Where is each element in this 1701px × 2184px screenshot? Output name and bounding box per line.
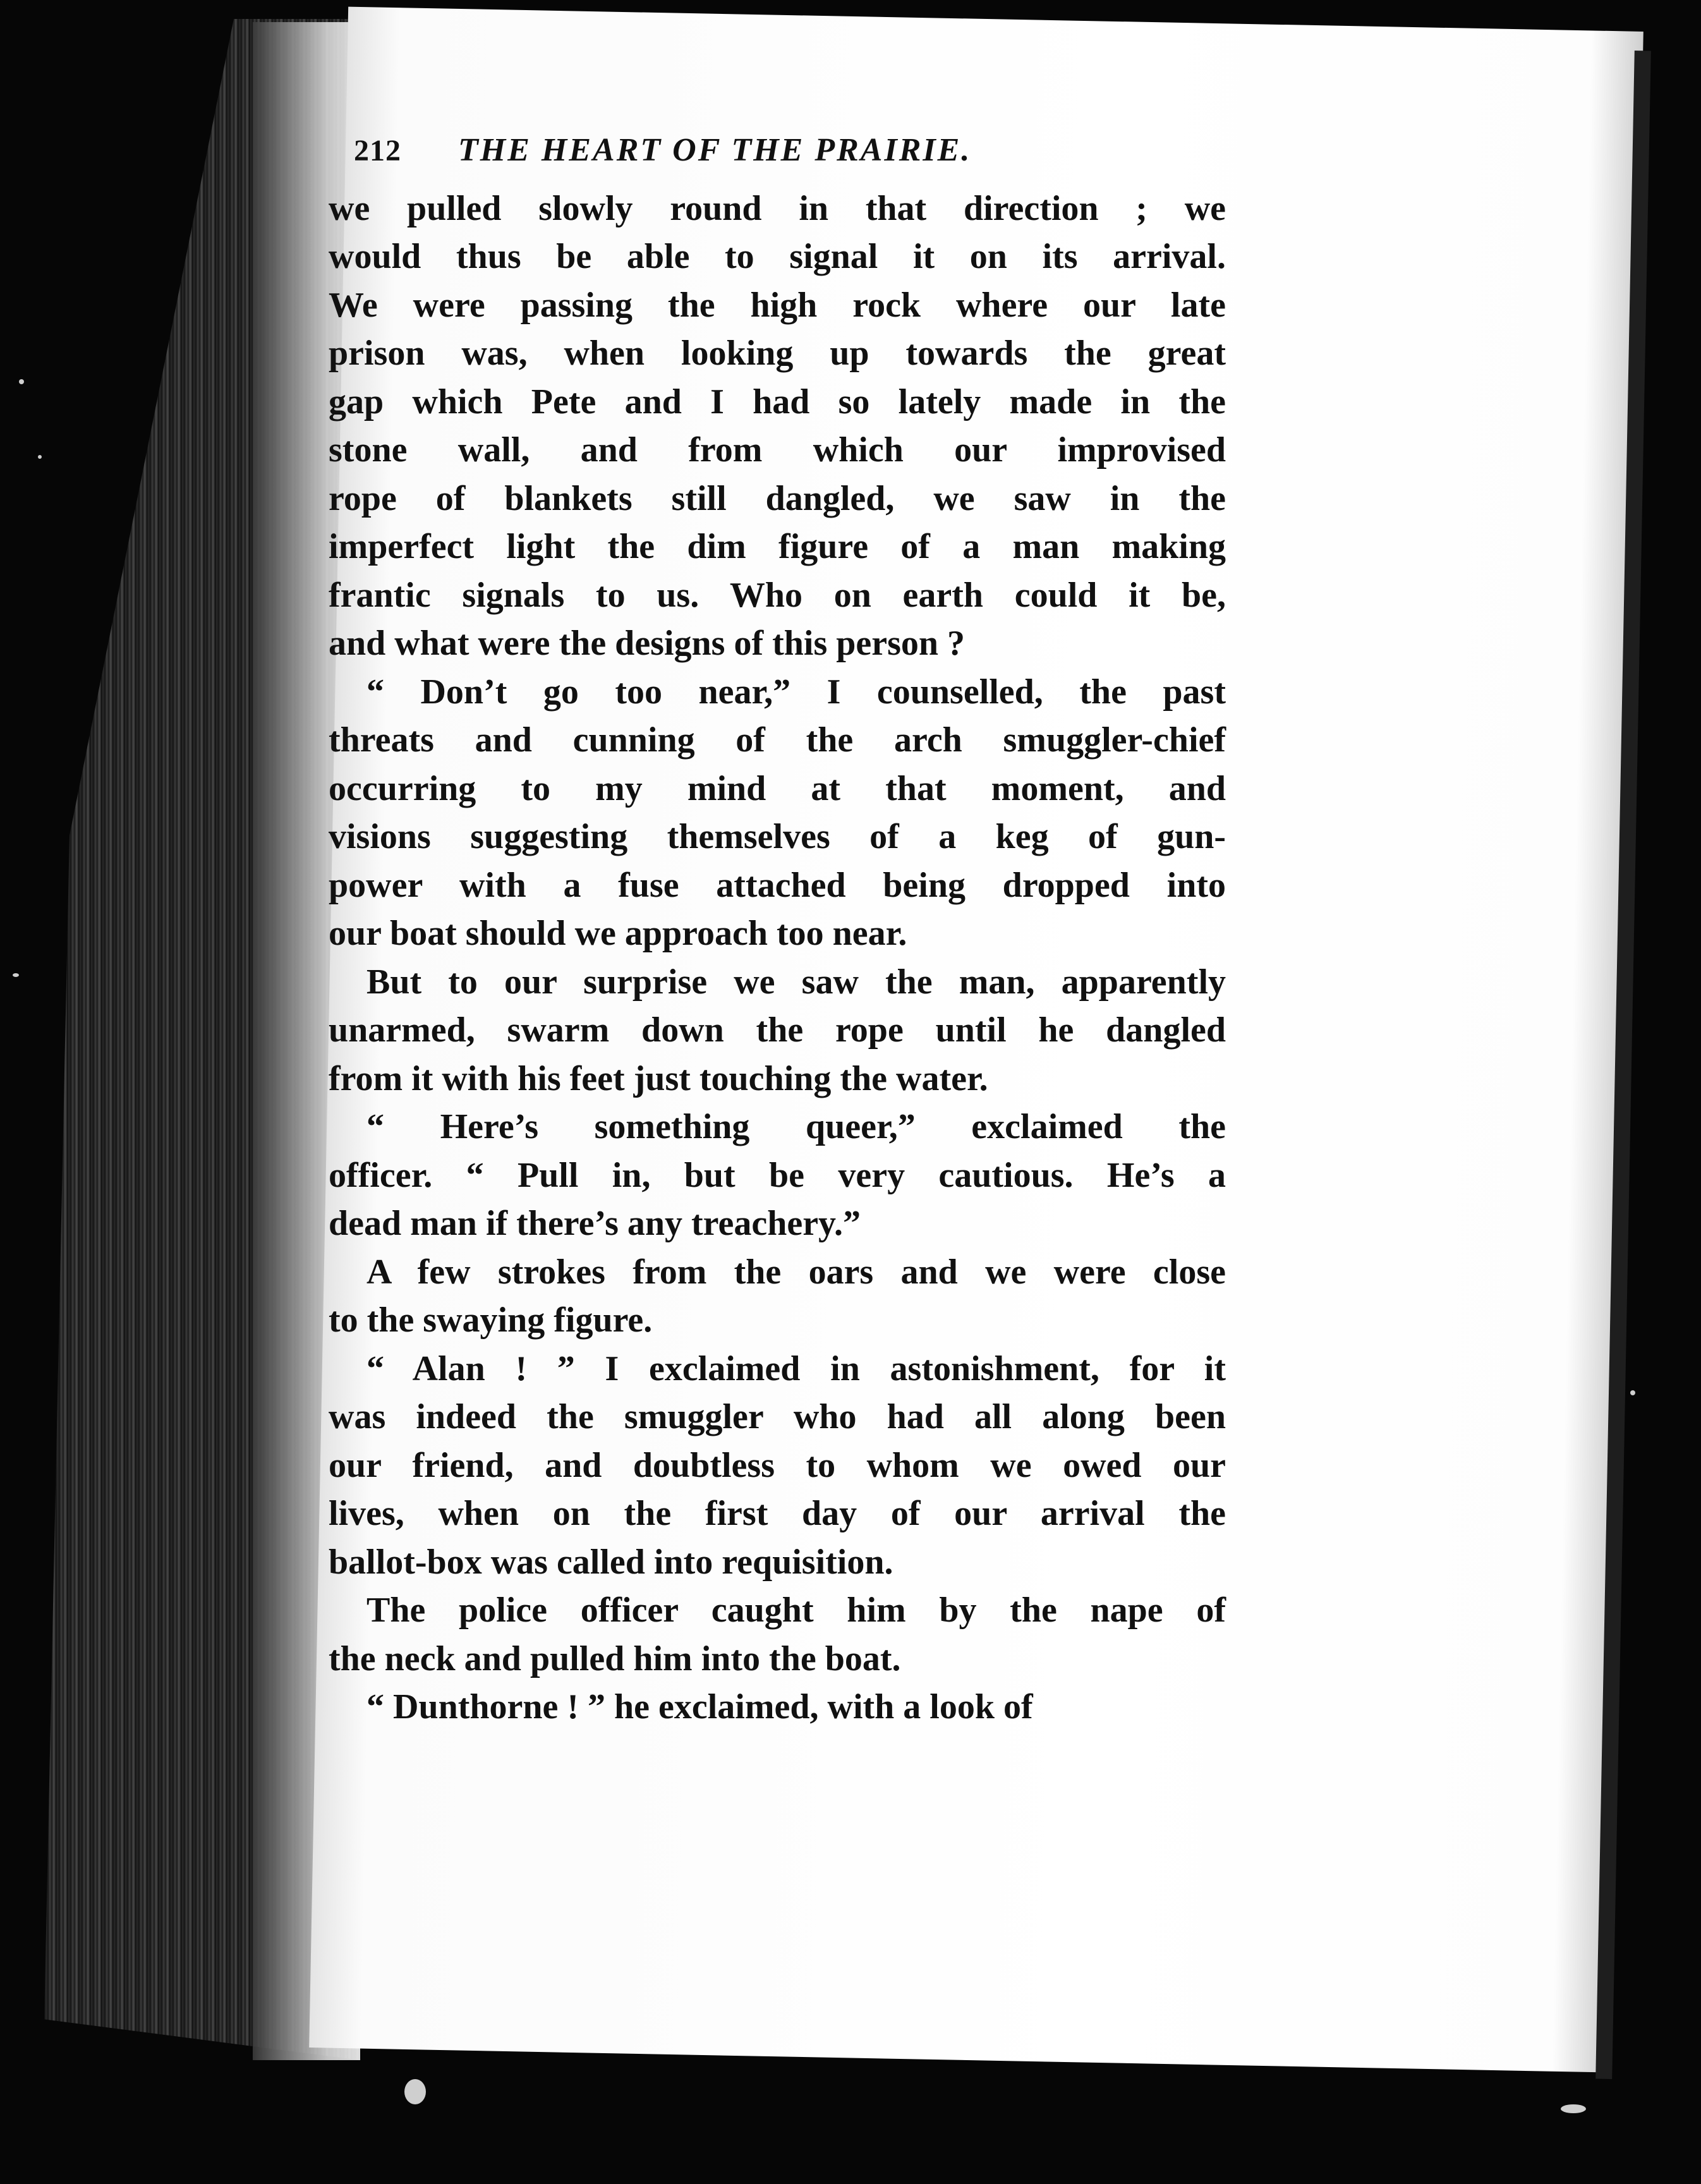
- text-line: prison was, when looking up towards the great: [329, 334, 1226, 373]
- text-line: lives, when on the first day of our arrival the: [329, 1494, 1226, 1533]
- text-line: gap which Pete and I had so lately made in the: [329, 382, 1226, 422]
- text-line: and what were the designs of this person ?: [329, 624, 966, 663]
- text-line: dead man if there’s any treachery.”: [329, 1204, 861, 1243]
- text-line: our friend, and doubtless to whom we owed our: [329, 1445, 1226, 1485]
- page-number: 212: [354, 134, 401, 167]
- text-line: The police officer caught him by the nape of: [366, 1591, 1226, 1630]
- text-line: frantic signals to us. Who on earth could it be,: [329, 575, 1226, 615]
- text-line: to the swaying figure.: [329, 1301, 653, 1340]
- scan-speck: [38, 455, 42, 459]
- text-line: rope of blankets still dangled, we saw in the: [329, 478, 1226, 518]
- scan-speck: [19, 379, 24, 384]
- text-line: unarmed, swarm down the rope until he dangled: [329, 1010, 1226, 1050]
- text-line: we pulled slowly round in that direction ; we: [329, 188, 1226, 228]
- paragraph: [329, 958, 1226, 1103]
- text-line: was indeed the smuggler who had all along been: [329, 1397, 1226, 1436]
- running-head: [354, 126, 1169, 176]
- text-line: officer. “ Pull in, but be very cautious. He’s a: [329, 1155, 1226, 1195]
- text-line: “ Dunthorne ! ” he exclaimed, with a look of: [366, 1687, 1033, 1726]
- paragraph: [329, 1683, 1226, 1732]
- paragraph: [329, 668, 1226, 958]
- text-line: would thus be able to signal it on its arrival.: [329, 237, 1226, 276]
- text-line: visions suggesting themselves of a keg of gun-: [329, 817, 1226, 856]
- paragraph: [329, 1248, 1226, 1345]
- scan-speck: [1630, 1390, 1635, 1395]
- text-line: But to our surprise we saw the man, apparently: [366, 962, 1226, 1002]
- scan-speck: [1561, 2104, 1586, 2113]
- paragraph: [329, 185, 1226, 668]
- text-line: We were passing the high rock where our late: [329, 285, 1226, 325]
- text-line: “ Alan ! ” I exclaimed in astonishment, for it: [366, 1349, 1226, 1388]
- text-line: from it with his feet just touching the water.: [329, 1059, 988, 1098]
- paragraph: [329, 1586, 1226, 1683]
- scan-speck: [13, 973, 19, 977]
- scan-speck: [404, 2079, 426, 2104]
- body-text: [329, 185, 1226, 1732]
- text-line: “ Don’t go too near,” I counselled, the past: [366, 672, 1226, 712]
- text-line: our boat should we approach too near.: [329, 914, 907, 953]
- text-line: occurring to my mind at that moment, and: [329, 768, 1226, 808]
- text-line: ballot-box was called into requisition.: [329, 1542, 893, 1582]
- text-line: the neck and pulled him into the boat.: [329, 1639, 901, 1678]
- text-line: stone wall, and from which our improvised: [329, 430, 1226, 470]
- paragraph: [329, 1103, 1226, 1248]
- running-title: THE HEART OF THE PRAIRIE.: [458, 132, 972, 168]
- text-line: power with a fuse attached being dropped into: [329, 865, 1226, 905]
- text-line: threats and cunning of the arch smuggler-chief: [329, 720, 1226, 760]
- text-line: A few strokes from the oars and we were close: [366, 1252, 1226, 1292]
- text-line: “ Here’s something queer,” exclaimed the: [366, 1107, 1226, 1146]
- text-line: imperfect light the dim figure of a man making: [329, 527, 1226, 566]
- page-text-block: [329, 126, 1226, 1732]
- paragraph: [329, 1345, 1226, 1587]
